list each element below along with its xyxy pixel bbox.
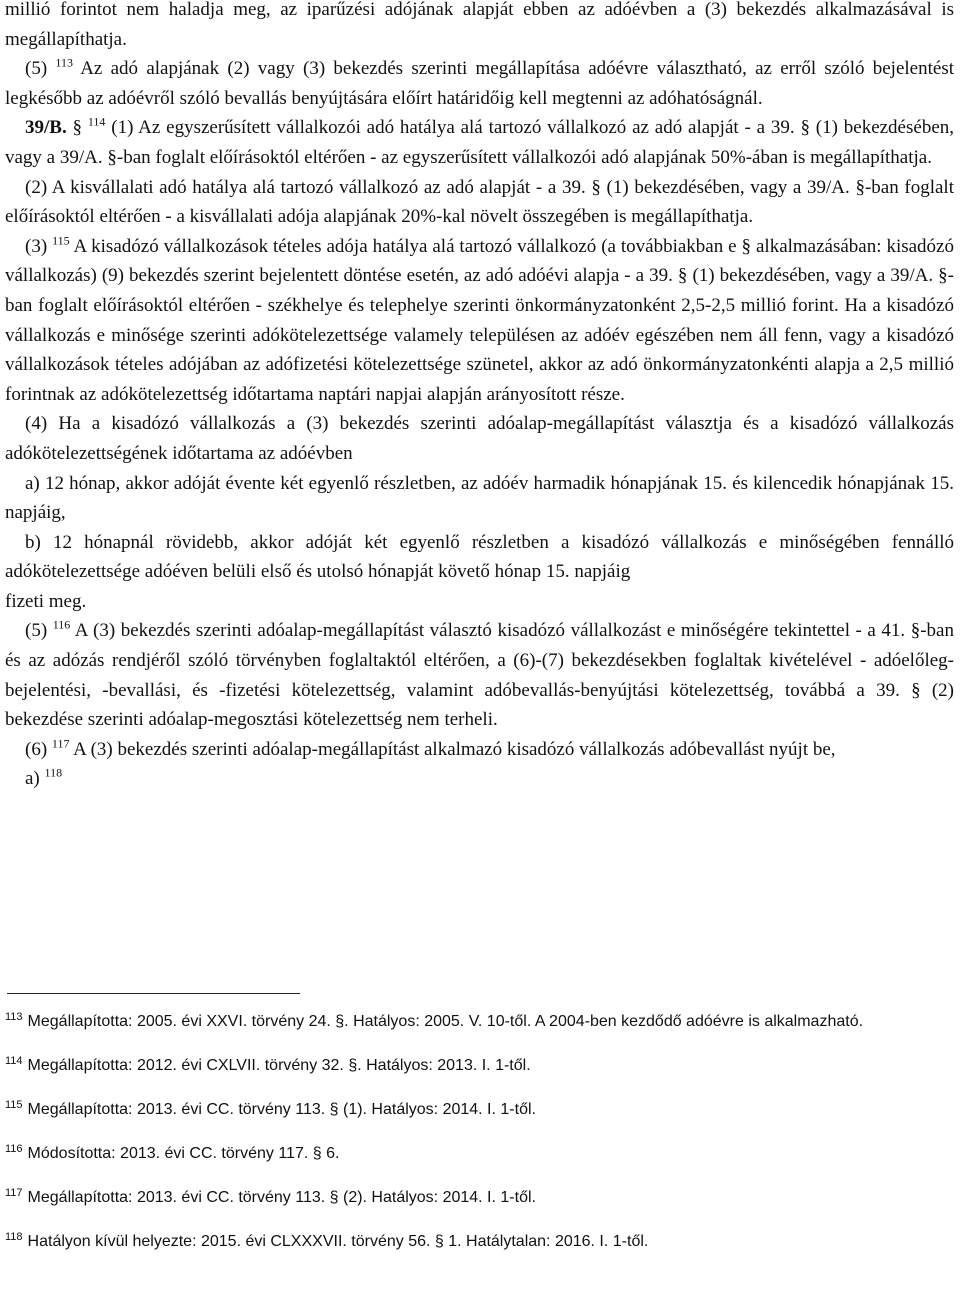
paragraph-text: A kisadózó vállalkozások tételes adója hatálya alá tartozó vállalkozó (a továbbiakban e § alkalmazásában: kisadózó vállalkozás) (9) bekezdés szerint bejelentett döntése esetén, az adó adóévi alapja - a 39. § (1) bekezdésében, vagy a 39/A. §-ban foglalt előírásoktól eltérően - székhelye és telephelye szerinti önkormányzatonként 2,5-2,5 millió forint. Ha a kisadózó vállalkozás e minősége szerinti adókötelezettsége valamely településen az adóév egészében nem áll fenn, vagy a kisadózó vállalkozások tételes adójában az adófizetési kötelezettsége szünetel, akkor az adó önkormányzatonkénti alapja a 2,5 millió forintnak az adókötelezettség időtartama naptári napjai alapján arányosított része. bbox=[5, 235, 954, 405]
footnote bbox=[5, 1228, 954, 1256]
footnote-text: Megállapította: 2013. évi CC. törvény 113. § (1). Hatályos: 2014. I. 1-től. bbox=[27, 1101, 536, 1118]
paragraph bbox=[5, 173, 954, 232]
footnote-text: Megállapította: 2005. évi XXVI. törvény 24. §. Hatályos: 2005. V. 10-től. A 2004-ben kezdődő adóévre is alkalmazható. bbox=[27, 1013, 864, 1030]
footnote bbox=[5, 1052, 954, 1080]
paragraph bbox=[5, 0, 954, 54]
footnote bbox=[5, 1140, 954, 1168]
paragraph bbox=[5, 735, 954, 765]
footnote-ref[interactable]: 118 bbox=[44, 766, 63, 781]
footnote-number: 113 bbox=[5, 1010, 23, 1023]
footnote bbox=[5, 1184, 954, 1212]
paragraph bbox=[5, 409, 954, 468]
paragraph-prefix: (3) bbox=[25, 235, 53, 257]
footnote bbox=[5, 1008, 954, 1036]
paragraph-prefix: (5) bbox=[25, 620, 53, 642]
paragraph bbox=[5, 113, 954, 172]
body-text bbox=[5, 0, 954, 794]
footnote-ref[interactable]: 117 bbox=[51, 736, 70, 751]
paragraph-text: b) 12 hónapnál rövidebb, akkor adóját két egyenlő részletben a kisadózó vállalkozás e minőségében fennálló adókötelezettsége adóéven belüli első és utolsó hónapját követő hónap 15. napjáig bbox=[5, 531, 954, 583]
footnote-text: Megállapította: 2012. évi CXLVII. törvény 32. §. Hatályos: 2013. I. 1-től. bbox=[27, 1057, 531, 1074]
footnote-ref[interactable]: 116 bbox=[52, 618, 71, 633]
paragraph-prefix: a) bbox=[25, 768, 45, 790]
footnote-number: 114 bbox=[5, 1054, 23, 1067]
footnote-number: 116 bbox=[5, 1142, 23, 1155]
paragraph-text: Az adó alapjának (2) vagy (3) bekezdés szerinti megállapítása adóévre választható, az erről szóló bejelentést legkésőbb az adóévről szóló bevallás benyújtására előírt határidőig kell megtenni az adóhatóságnál. bbox=[5, 58, 954, 109]
paragraph-text: millió forintot nem haladja meg, az iparűzési adójának alapját ebben az adóévben a (3) bekezdés alkalmazásával is megállapíthatja. bbox=[5, 0, 954, 50]
footnote-number: 118 bbox=[5, 1230, 23, 1243]
paragraph bbox=[5, 528, 954, 587]
paragraph-text: fizeti meg. bbox=[5, 590, 87, 612]
paragraph bbox=[5, 587, 954, 617]
footnote-separator bbox=[7, 993, 300, 994]
footnote-text: Módosította: 2013. évi CC. törvény 117. § 6. bbox=[27, 1145, 340, 1162]
paragraph-text: (1) Az egyszerűsített vállalkozói adó hatálya alá tartozó vállalkozó az adó alapját - a 39. § (1) bekezdésében, vagy a 39/A. §-ban foglalt előírásoktól eltérően - az egyszerűsített vállalkozói adó alapjának 50%-ában is megállapíthatja. bbox=[5, 117, 955, 168]
paragraph bbox=[5, 232, 954, 410]
paragraph bbox=[5, 54, 954, 113]
paragraph-text: A (3) bekezdés szerinti adóalap-megállapítást alkalmazó kisadózó vállalkozás adóbevallást nyújt be, bbox=[69, 738, 836, 760]
footnote-ref[interactable]: 115 bbox=[52, 233, 70, 248]
paragraph-text: (4) Ha a kisadózó vállalkozás a (3) bekezdés szerinti adóalap-megállapítást választja és a kisadózó vállalkozás adókötelezettségének időtartama az adóévben bbox=[5, 413, 954, 464]
footnote-ref[interactable]: 113 bbox=[55, 55, 73, 70]
paragraph-prefix: § bbox=[66, 117, 88, 139]
footnote-list bbox=[5, 1008, 954, 1256]
section-number: 39/B. bbox=[25, 117, 67, 139]
paragraph-text: a) 12 hónap, akkor adóját évente két egyenlő részletben, az adóév harmadik hónapjának 15. és kilencedik hónapjának 15. napjáig, bbox=[5, 472, 954, 524]
paragraph bbox=[5, 764, 954, 794]
paragraph-text: A (3) bekezdés szerinti adóalap-megállapítást választó kisadózó vállalkozást e minőségére tekintettel - a 41. §-ban és az adózás rendjéről szóló törvényben foglaltaktól eltérően, a (6)-(7) bekezdésekben foglaltak kivételével - adóelőleg-bejelentési, -bevallási, és -fizetési kötelezettség, valamint adóbevallás-benyújtási kötelezettség, továbbá a 39. § (2) bekezdése szerinti adóalap-megosztási kötelezettség nem terheli. bbox=[5, 620, 954, 731]
footnote-ref[interactable]: 114 bbox=[87, 115, 106, 130]
footnotes bbox=[5, 993, 954, 1272]
footnote-text: Hatályon kívül helyezte: 2015. évi CLXXXVII. törvény 56. § 1. Hatálytalan: 2016. I. 1-től. bbox=[27, 1233, 649, 1250]
footnote bbox=[5, 1096, 954, 1124]
paragraph bbox=[5, 616, 954, 734]
paragraph-prefix: (5) bbox=[25, 58, 56, 80]
footnote-text: Megállapította: 2013. évi CC. törvény 113. § (2). Hatályos: 2014. I. 1-től. bbox=[27, 1189, 536, 1206]
paragraph bbox=[5, 469, 954, 528]
paragraph-text: (2) A kisvállalati adó hatálya alá tartozó vállalkozó az adó alapját - a 39. § (1) bekezdésében, vagy a 39/A. §-ban foglalt előírásoktól eltérően - a kisvállalati adója alapjának 20%-kal növelt összegében is megállapíthatja. bbox=[5, 176, 954, 228]
paragraph-prefix: (6) bbox=[25, 738, 52, 760]
footnote-number: 117 bbox=[5, 1186, 23, 1199]
footnote-number: 115 bbox=[5, 1098, 23, 1111]
